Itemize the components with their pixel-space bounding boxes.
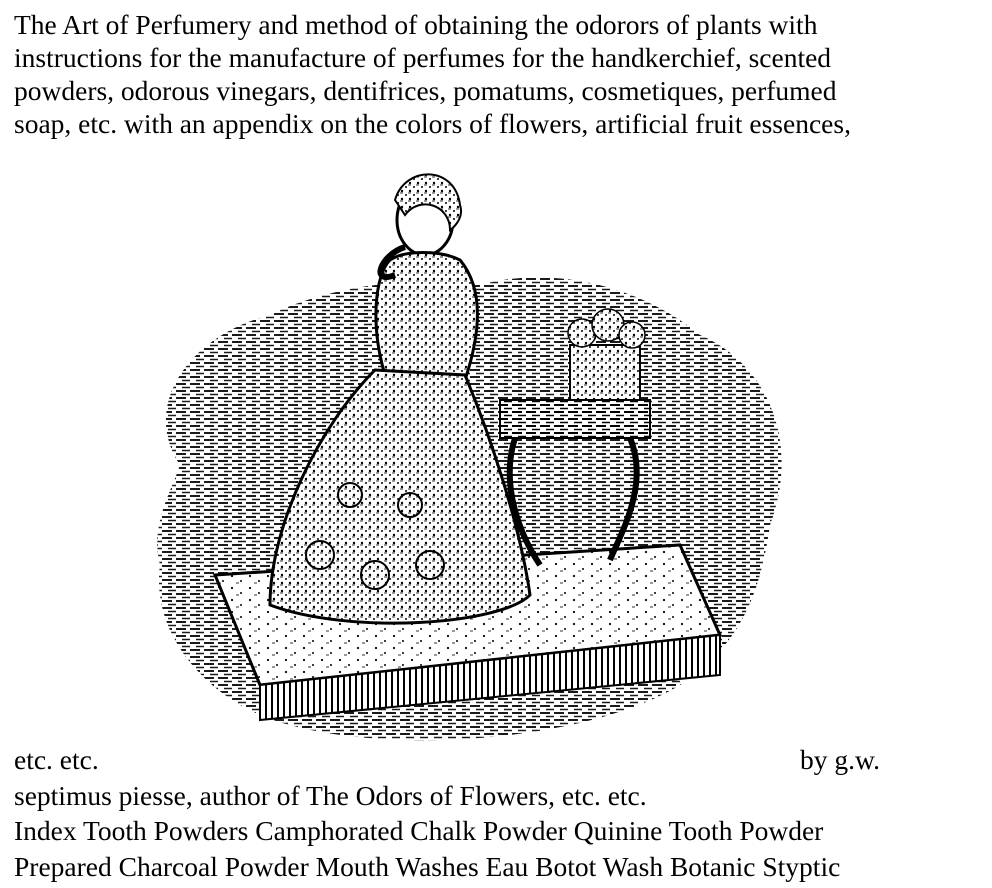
title-line: soap, etc. with an appendix on the colors of flowers, artificial fruit essences, bbox=[14, 108, 851, 139]
author-line: septimus piesse, author of The Odors of Flowers, etc. etc. bbox=[14, 780, 647, 811]
title-line: The Art of Perfumery and method of obtaining the odorors of plants with bbox=[14, 9, 818, 40]
title-line: powders, odorous vinegars, dentifrices, pomatums, cosmetiques, perfumed bbox=[14, 75, 837, 106]
flower-basket bbox=[568, 309, 645, 400]
byline-start: by g.w. bbox=[800, 744, 880, 775]
woman-with-flowers-engraving bbox=[120, 165, 800, 765]
title-line: instructions for the manufacture of perfumes for the handkerchief, scented bbox=[14, 42, 832, 73]
etc-text: etc. etc. bbox=[14, 744, 99, 775]
index-line: Prepared Charcoal Powder Mouth Washes Eau Botot Wash Botanic Styptic bbox=[14, 851, 841, 882]
index-line: Index Tooth Powders Camphorated Chalk Powder Quinine Tooth Powder bbox=[14, 815, 824, 846]
title-paragraph bbox=[14, 8, 851, 140]
